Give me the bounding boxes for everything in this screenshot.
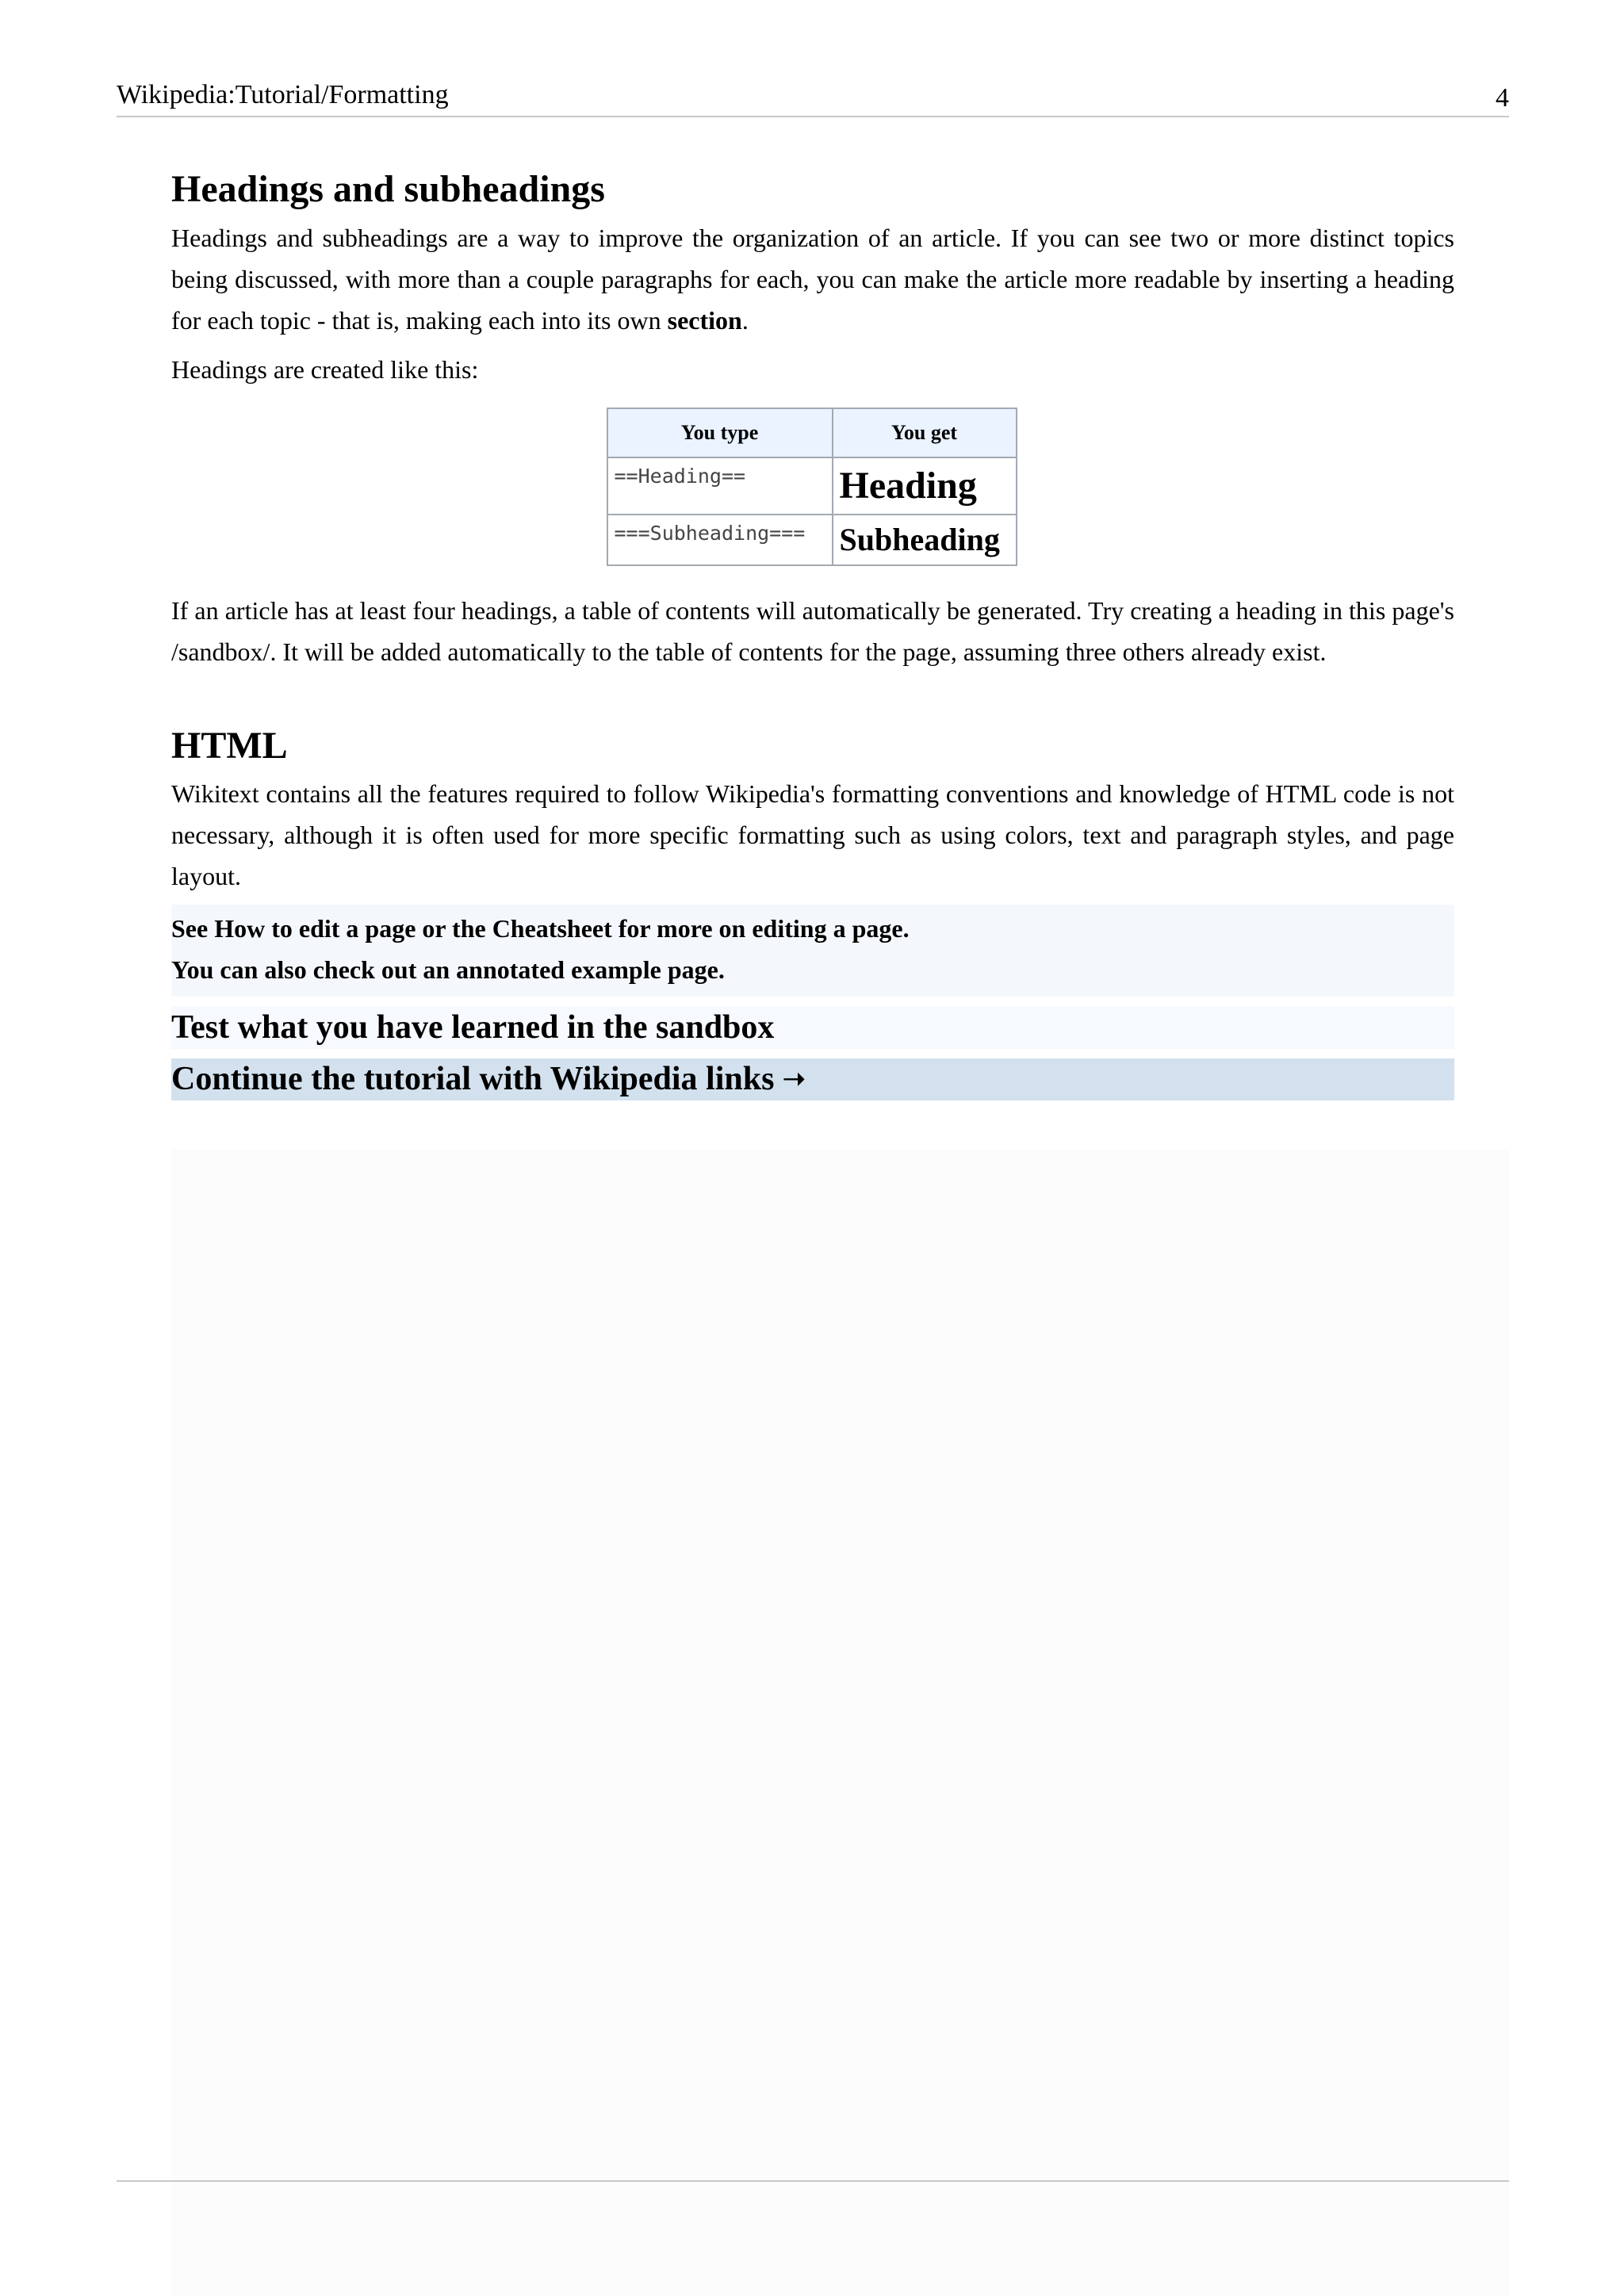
footer-rule: [117, 2180, 1509, 2182]
paragraph-headings-created: Headings are created like this:: [171, 354, 479, 384]
table-cell-result: Subheading: [833, 515, 1017, 565]
see-also-link-example[interactable]: You can also check out an annotated example page.: [171, 955, 725, 985]
table-row: [607, 457, 1017, 515]
continue-link-label: Continue the tutorial with Wikipedia links: [171, 1061, 775, 1098]
page-header-title: Wikipedia:Tutorial/Formatting: [117, 80, 449, 109]
table-header-you-type: You type: [607, 408, 833, 457]
bold-term-section: section: [667, 305, 742, 335]
table-cell-code: ===Subheading===: [607, 515, 833, 565]
paragraph-html: Wikitext contains all the features required to follow Wikipedia's formatting conventions and knowledge of HTML code is not necessary, although it is often used for more specific formatting such as using colors, text and paragraph styles, and page layout.: [171, 779, 1454, 891]
table-row: [607, 515, 1017, 565]
paragraph-headings-intro: Headings and subheadings are a way to improve the organization of an article. If you can see two or more distinct topics being discussed, with more than a couple paragraphs for each, you can make the article more readable by inserting a heading for each topic - that is, making each into its own section.: [171, 223, 1454, 335]
section-heading-html: HTML: [171, 724, 288, 767]
table-cell-code: ==Heading==: [607, 457, 833, 515]
page-background-panel: [171, 1150, 1509, 2296]
sandbox-link[interactable]: Test what you have learned in the sandbox: [171, 1006, 1454, 1049]
paragraph-table-of-contents: If an article has at least four headings, a table of contents will automatically be generated. Try creating a heading in this page's /sandbox/. It will be added automatically to the table of contents for the page, assuming three others already exist.: [171, 595, 1454, 666]
article-content: [171, 159, 1454, 1100]
table-cell-result: Heading: [833, 457, 1017, 515]
heading-example-table-wrap: [171, 408, 1454, 566]
continue-tutorial-link[interactable]: [171, 1058, 1454, 1100]
arrow-right-icon: ➝: [782, 1065, 806, 1095]
page-number: 4: [1496, 83, 1509, 113]
table-header-row: [607, 408, 1017, 457]
see-also-box: [171, 905, 1454, 997]
heading-example-table: [607, 408, 1017, 566]
table-header-you-get: You get: [833, 408, 1017, 457]
running-header: [117, 79, 1509, 117]
section-heading-headings: Headings and subheadings: [171, 168, 605, 210]
see-also-link-editing[interactable]: See How to edit a page or the Cheatsheet for more on editing a page.: [171, 914, 910, 943]
